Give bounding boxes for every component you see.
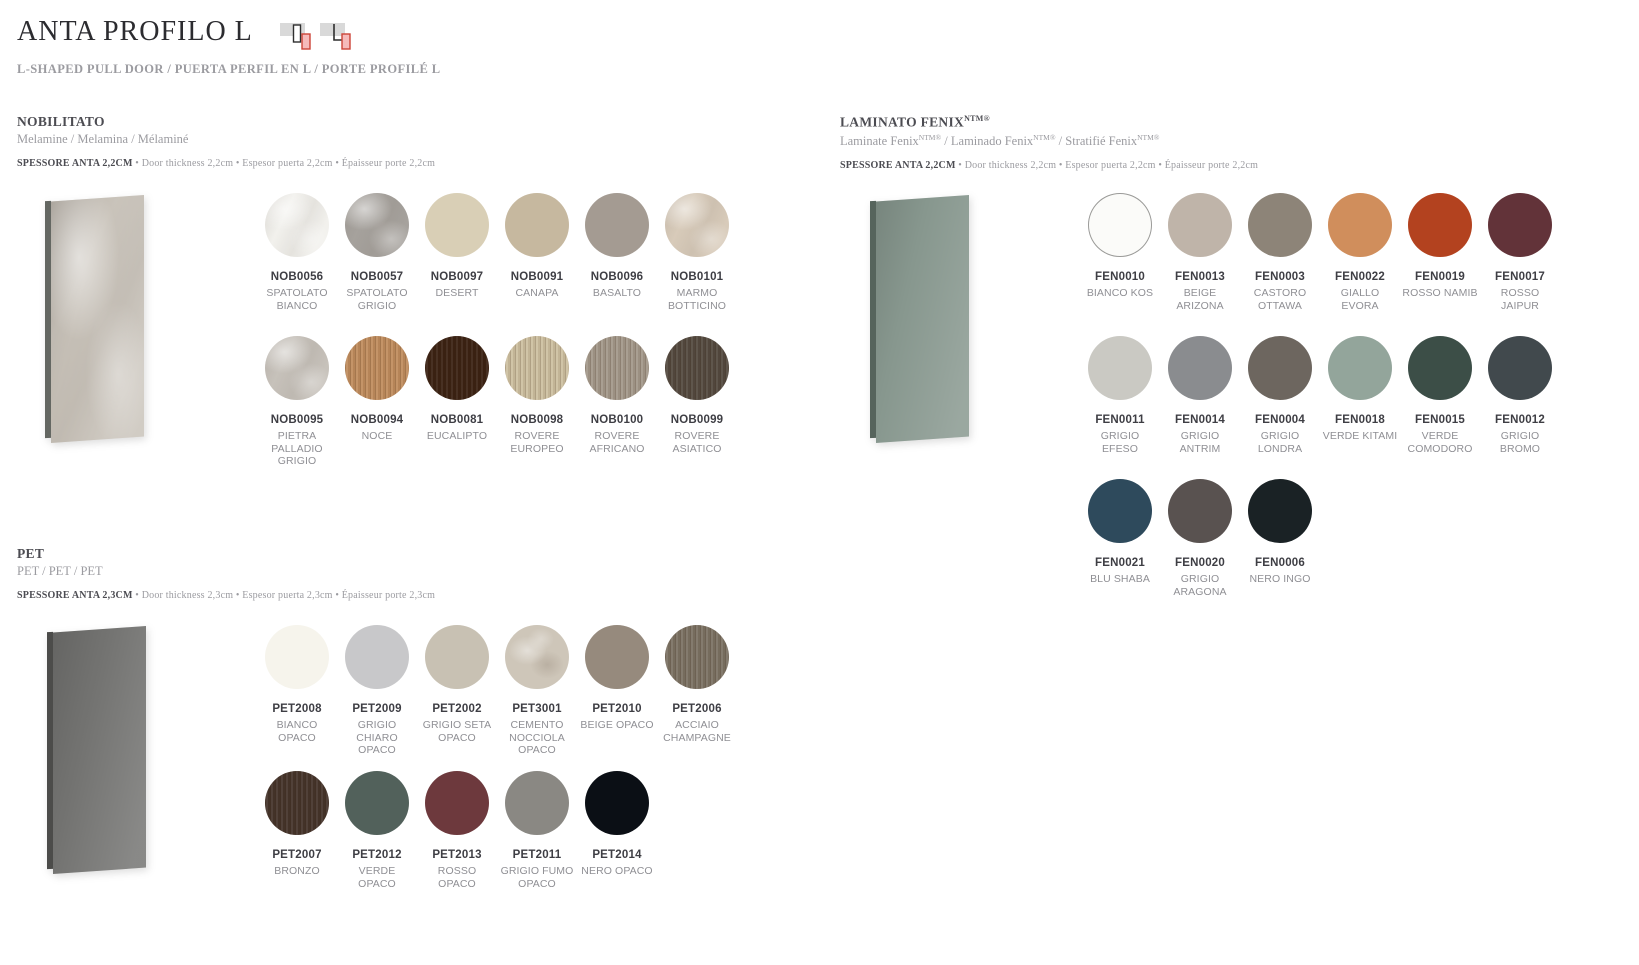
swatch-FEN0018 — [1320, 336, 1400, 479]
swatch-code: FEN0015 — [1415, 414, 1465, 426]
swatch-PET2006 — [657, 625, 737, 771]
swatch-color-disc — [1168, 479, 1232, 543]
door-profile-icons — [279, 16, 352, 53]
swatch-FEN0010 — [1080, 193, 1160, 336]
swatch-FEN0019 — [1400, 193, 1480, 336]
swatch-row — [1080, 193, 1560, 336]
swatch-color-disc — [345, 771, 409, 835]
swatch-grid — [1080, 193, 1560, 622]
swatch-code: FEN0014 — [1175, 414, 1225, 426]
swatch-name: GRIGIO CHIARO OPACO — [356, 719, 398, 757]
swatch-name: ROVERE AFRICANO — [589, 430, 645, 455]
swatch-color-disc — [345, 336, 409, 400]
section-header — [840, 114, 1639, 171]
swatch-code: FEN0012 — [1495, 414, 1545, 426]
swatch-PET2009 — [337, 625, 417, 771]
page-subtitle: L-SHAPED PULL DOOR / PUERTA PERFIL EN L / PORTE PROFILÉ L — [17, 62, 441, 76]
swatch-code: FEN0011 — [1095, 414, 1145, 426]
swatch-name: BIANCO OPACO — [276, 719, 318, 744]
door-panel-image-nobilitato — [45, 194, 155, 446]
page-header — [17, 16, 440, 77]
swatch-code: NOB0096 — [590, 271, 644, 283]
swatch-code: NOB0097 — [430, 271, 484, 283]
swatch-FEN0014 — [1160, 336, 1240, 479]
swatch-name: GRIGIO EFESO — [1100, 430, 1140, 455]
swatch-name: CASTORO OTTAWA — [1253, 287, 1307, 312]
swatch-name: BIANCO KOS — [1086, 287, 1154, 299]
swatch-color-disc — [1488, 336, 1552, 400]
swatch-NOB0095 — [257, 336, 337, 479]
swatch-name: VERDE KITAMI — [1322, 430, 1398, 442]
swatch-FEN0022 — [1320, 193, 1400, 336]
swatch-name: CANAPA — [515, 287, 559, 299]
swatch-NOB0091 — [497, 193, 577, 336]
swatch-color-disc — [1088, 193, 1152, 257]
swatch-color-disc — [1248, 193, 1312, 257]
swatch-FEN0003 — [1240, 193, 1320, 336]
swatch-name: DESERT — [435, 287, 479, 299]
swatch-code: PET2011 — [512, 849, 562, 861]
swatch-FEN0006 — [1240, 479, 1320, 622]
swatch-code: PET2012 — [352, 849, 402, 861]
swatch-color-disc — [505, 193, 569, 257]
swatch-grid — [257, 193, 737, 479]
section-spec: SPESSORE ANTA 2,3CM • Door thickness 2,3cm • Espesor puerta 2,3cm • Épaisseur porte 2,3cm — [17, 590, 436, 601]
swatch-color-disc — [425, 625, 489, 689]
swatch-name: GRIGIO BROMO — [1499, 430, 1541, 455]
swatch-code: PET2010 — [592, 703, 642, 715]
swatch-color-disc — [1168, 193, 1232, 257]
swatch-code: NOB0091 — [510, 271, 564, 283]
swatch-name: GRIGIO FUMO OPACO — [500, 865, 574, 890]
swatch-NOB0081 — [417, 336, 497, 479]
swatch-PET2014 — [577, 771, 657, 917]
swatch-code: PET2002 — [432, 703, 482, 715]
swatch-name: VERDE COMODORO — [1407, 430, 1473, 455]
section-title: LAMINATO $FENIX^{NTM®}$ — [840, 114, 990, 130]
swatch-NOB0097 — [417, 193, 497, 336]
swatch-FEN0011 — [1080, 336, 1160, 479]
swatch-code: FEN0021 — [1095, 557, 1145, 569]
swatch-row — [257, 771, 737, 917]
swatch-NOB0056 — [257, 193, 337, 336]
swatch-color-disc — [265, 336, 329, 400]
swatch-code: FEN0006 — [1255, 557, 1305, 569]
swatch-FEN0015 — [1400, 336, 1480, 479]
swatch-FEN0021 — [1080, 479, 1160, 622]
swatch-name: ROSSO JAIPUR — [1500, 287, 1540, 312]
swatch-code: NOB0099 — [670, 414, 724, 426]
swatch-code: NOB0081 — [430, 414, 484, 426]
swatch-name: GRIGIO SETA OPACO — [422, 719, 492, 744]
swatch-color-disc — [1248, 336, 1312, 400]
page-title: ANTA PROFILO L — [17, 16, 253, 47]
swatch-name: VERDE OPACO — [358, 865, 396, 890]
swatch-color-disc — [505, 625, 569, 689]
swatch-name: SPATOLATO GRIGIO — [346, 287, 408, 312]
swatch-color-disc — [1328, 336, 1392, 400]
swatch-code: PET2008 — [272, 703, 322, 715]
swatch-grid — [257, 625, 737, 917]
swatch-name: BASALTO — [592, 287, 642, 299]
swatch-FEN0020 — [1160, 479, 1240, 622]
swatch-PET2008 — [257, 625, 337, 771]
swatch-PET2013 — [417, 771, 497, 917]
l-profile-open-icon — [279, 16, 312, 53]
door-face — [876, 195, 969, 443]
section-spec: SPESSORE ANTA 2,2CM • Door thickness 2,2cm • Espesor puerta 2,2cm • Épaisseur porte 2,2cm — [17, 158, 436, 169]
swatch-code: NOB0098 — [510, 414, 564, 426]
swatch-color-disc — [265, 771, 329, 835]
swatch-FEN0004 — [1240, 336, 1320, 479]
swatch-code: FEN0022 — [1335, 271, 1385, 283]
swatch-code: FEN0003 — [1255, 271, 1305, 283]
swatch-name: ROVERE ASIATICO — [672, 430, 722, 455]
swatch-color-disc — [585, 771, 649, 835]
swatch-color-disc — [1168, 336, 1232, 400]
section-header — [17, 546, 762, 601]
swatch-name: ROVERE EUROPEO — [510, 430, 564, 455]
swatch-name: GRIGIO ARAGONA — [1173, 573, 1227, 598]
swatch-NOB0094 — [337, 336, 417, 479]
swatch-color-disc — [505, 771, 569, 835]
swatch-color-disc — [345, 193, 409, 257]
swatch-name: SPATOLATO BIANCO — [266, 287, 328, 312]
swatch-row — [257, 336, 737, 479]
swatch-FEN0013 — [1160, 193, 1240, 336]
swatch-color-disc — [1408, 193, 1472, 257]
swatch-name: CEMENTO NOCCIOLA OPACO — [509, 719, 565, 757]
swatch-PET2010 — [577, 625, 657, 771]
section-laminato-fenix — [840, 114, 1639, 644]
swatch-code: NOB0101 — [670, 271, 724, 283]
swatch-color-disc — [1088, 336, 1152, 400]
swatch-code: PET2014 — [592, 849, 642, 861]
swatch-color-disc — [265, 625, 329, 689]
door-edge — [870, 201, 876, 438]
swatch-row — [1080, 336, 1560, 479]
swatch-color-disc — [1088, 479, 1152, 543]
swatch-color-disc — [425, 336, 489, 400]
swatch-name: BLU SHABA — [1090, 573, 1150, 585]
door-panel-image-fenix — [870, 194, 980, 446]
swatch-name: GIALLO EVORA — [1340, 287, 1380, 312]
swatch-color-disc — [1328, 193, 1392, 257]
swatch-row — [1080, 479, 1560, 622]
swatch-color-disc — [1248, 479, 1312, 543]
swatch-NOB0100 — [577, 336, 657, 479]
swatch-name: GRIGIO LONDRA — [1257, 430, 1303, 455]
swatch-color-disc — [425, 771, 489, 835]
swatch-code: NOB0095 — [270, 414, 324, 426]
swatch-row — [257, 625, 737, 771]
swatch-name: MARMO BOTTICINO — [667, 287, 727, 312]
swatch-code: PET2007 — [272, 849, 322, 861]
section-header — [17, 114, 762, 169]
swatch-NOB0101 — [657, 193, 737, 336]
door-edge — [47, 632, 53, 869]
swatch-NOB0099 — [657, 336, 737, 479]
door-panel-image-pet — [47, 625, 157, 877]
swatch-PET2011 — [497, 771, 577, 917]
door-face — [53, 626, 146, 874]
l-profile-closed-icon — [319, 16, 352, 53]
swatch-code: NOB0094 — [350, 414, 404, 426]
swatch-code: FEN0020 — [1175, 557, 1225, 569]
swatch-color-disc — [585, 336, 649, 400]
swatch-color-disc — [345, 625, 409, 689]
swatch-color-disc — [425, 193, 489, 257]
section-title: PET — [17, 546, 45, 561]
swatch-color-disc — [1488, 193, 1552, 257]
section-nobilitato — [17, 114, 762, 546]
swatch-NOB0057 — [337, 193, 417, 336]
swatch-code: PET2009 — [352, 703, 402, 715]
section-subtitle: Laminate Fenix$^{NTM®}$ / Laminado Fenix$^{NTM®}$ / Stratifié Fenix$^{NTM®}$ — [840, 132, 1160, 148]
swatch-name: ROSSO NAMIB — [1402, 287, 1478, 299]
door-face — [51, 195, 144, 443]
swatch-name: NERO INGO — [1249, 573, 1311, 585]
swatch-code: NOB0057 — [350, 271, 404, 283]
swatch-name: BRONZO — [274, 865, 320, 877]
swatch-PET3001 — [497, 625, 577, 771]
swatch-color-disc — [585, 193, 649, 257]
swatch-PET2007 — [257, 771, 337, 917]
swatch-color-disc — [665, 193, 729, 257]
swatch-row — [257, 193, 737, 336]
swatch-code: PET2013 — [432, 849, 482, 861]
swatch-name: PIETRA PALLADIO GRIGIO — [271, 430, 323, 468]
section-pet — [17, 546, 762, 961]
swatch-color-disc — [585, 625, 649, 689]
swatch-name: BEIGE OPACO — [580, 719, 654, 731]
swatch-code: NOB0100 — [590, 414, 644, 426]
swatch-code: PET2006 — [672, 703, 722, 715]
swatch-color-disc — [665, 625, 729, 689]
section-subtitle: PET / PET / PET — [17, 564, 103, 578]
swatch-code: FEN0017 — [1495, 271, 1545, 283]
swatch-color-disc — [1408, 336, 1472, 400]
section-subtitle: Melamine / Melamina / Mélaminé — [17, 132, 189, 146]
swatch-PET2002 — [417, 625, 497, 771]
swatch-name: NOCE — [361, 430, 393, 442]
swatch-code: FEN0010 — [1095, 271, 1145, 283]
swatch-color-disc — [665, 336, 729, 400]
section-title: NOBILITATO — [17, 114, 105, 129]
swatch-PET2012 — [337, 771, 417, 917]
swatch-code: NOB0056 — [270, 271, 324, 283]
swatch-NOB0098 — [497, 336, 577, 479]
swatch-name: NERO OPACO — [581, 865, 653, 877]
swatch-name: ACCIAIO CHAMPAGNE — [663, 719, 731, 744]
swatch-name: EUCALIPTO — [426, 430, 488, 442]
swatch-FEN0012 — [1480, 336, 1560, 479]
section-spec: SPESSORE ANTA 2,2CM • Door thickness 2,2cm • Espesor puerta 2,2cm • Épaisseur porte 2,2cm — [840, 159, 1259, 171]
swatch-name: GRIGIO ANTRIM — [1179, 430, 1221, 455]
swatch-FEN0017 — [1480, 193, 1560, 336]
swatch-code: FEN0019 — [1415, 271, 1465, 283]
swatch-color-disc — [265, 193, 329, 257]
swatch-code: PET3001 — [512, 703, 562, 715]
swatch-name: BEIGE ARIZONA — [1176, 287, 1224, 312]
swatch-NOB0096 — [577, 193, 657, 336]
swatch-code: FEN0013 — [1175, 271, 1225, 283]
swatch-color-disc — [505, 336, 569, 400]
swatch-name: ROSSO OPACO — [437, 865, 477, 890]
swatch-code: FEN0004 — [1255, 414, 1305, 426]
swatch-code: FEN0018 — [1335, 414, 1385, 426]
door-edge — [45, 201, 51, 438]
